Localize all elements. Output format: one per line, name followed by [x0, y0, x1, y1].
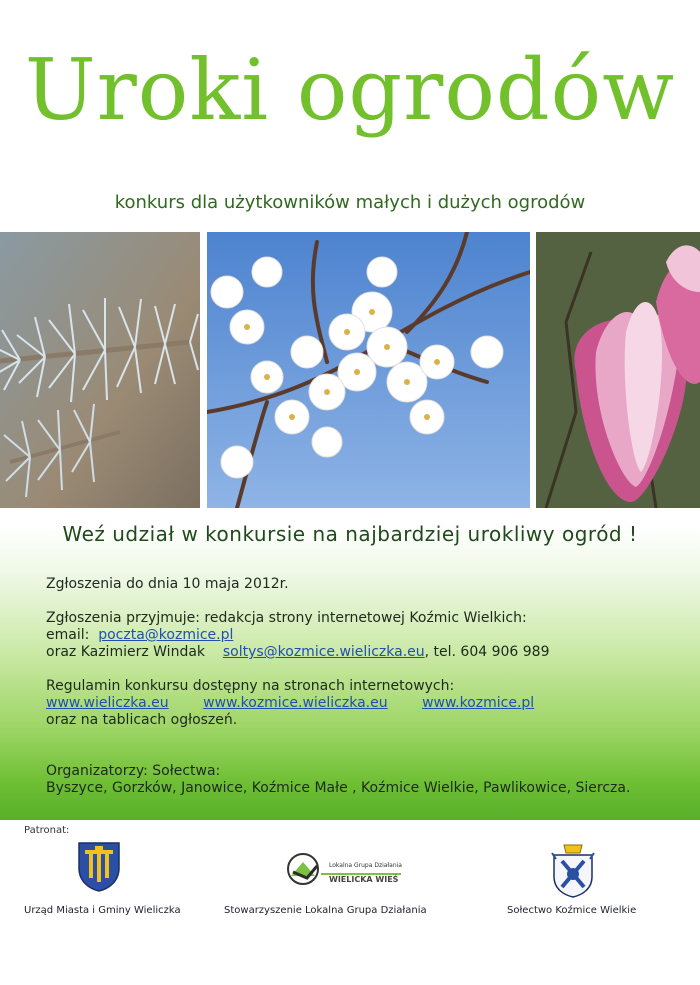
deadline-text: Zgłoszenia do dnia 10 maja 2012r.	[46, 576, 289, 592]
poster-title: Uroki ogrodów	[24, 41, 676, 139]
wieliczka-coat-of-arms-icon	[76, 840, 122, 896]
call-to-action: Weź udział w konkursie na najbardziej urokliwy ogród !	[62, 522, 638, 546]
rules-links	[46, 695, 534, 712]
rules-outro: oraz na tablicach ogłoszeń.	[46, 712, 238, 728]
organizers-list: Byszyce, Gorzków, Janowice, Koźmice Małe , Koźmice Wielkie, Pawlikowice, Siercza.	[46, 780, 631, 796]
lgd-small-text: Lokalna Grupa Działania	[329, 862, 402, 869]
email-link[interactable]: poczta@kozmice.pl	[98, 627, 234, 643]
magnolia-photo	[536, 232, 700, 508]
link-kozmice-wieliczka[interactable]: www.kozmice.wieliczka.eu	[203, 695, 388, 711]
kozmice-coat-of-arms-icon	[550, 843, 596, 903]
phone-text: , tel. 604 906 989	[424, 644, 550, 660]
lgd-logo-text: WIELICKA WIEŚ	[329, 875, 399, 884]
rules-intro: Regulamin konkursu dostępny na stronach internetowych:	[46, 678, 455, 694]
logo-caption-wieliczka: Urząd Miasta i Gminy Wieliczka	[24, 905, 181, 916]
soltys-email-link[interactable]: soltys@kozmice.wieliczka.eu	[222, 644, 425, 660]
contact-line	[46, 644, 550, 661]
patronat-label: Patronat:	[24, 825, 70, 836]
logo-caption-lgd: Stowarzyszenie Lokalna Grupa Działania	[224, 905, 427, 916]
logo-caption-kozmice: Sołectwo Koźmice Wielkie	[507, 905, 637, 916]
photo-strip	[0, 232, 700, 508]
link-kozmice[interactable]: www.kozmice.pl	[422, 695, 535, 711]
contact-name: oraz Kazimierz Windak	[46, 644, 206, 660]
spruce-photo	[0, 232, 200, 508]
organizers-label: Organizatorzy: Sołectwa:	[46, 763, 221, 779]
email-label: email:	[46, 627, 90, 643]
poster-subtitle: konkurs dla użytkowników małych i dużych ogrodów	[114, 192, 586, 213]
blossom-photo	[207, 232, 530, 508]
email-line	[46, 627, 233, 644]
lgd-logo-icon	[283, 852, 403, 890]
submissions-intro: Zgłoszenia przyjmuje: redakcja strony internetowej Koźmic Wielkich:	[46, 610, 527, 626]
link-wieliczka[interactable]: www.wieliczka.eu	[46, 695, 169, 711]
